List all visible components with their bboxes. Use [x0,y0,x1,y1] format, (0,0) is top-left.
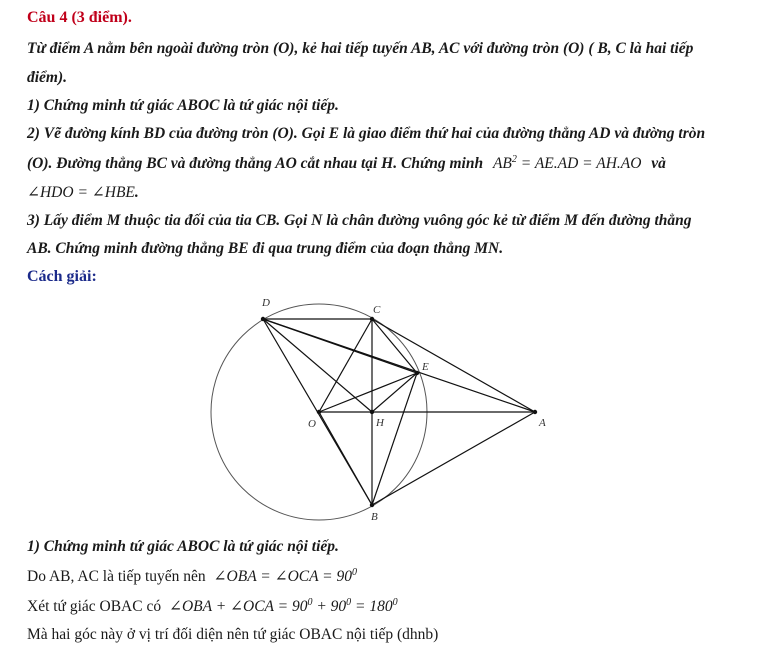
problem-intro-line-1: Từ điểm A nằm bên ngoài đường tròn (O), kẻ hai tiếp tuyến AB, AC với đường tròn (O) ( B, C là hai tiếp [27,40,694,57]
angle-equality-formula: ∠HDO = ∠HBE [27,184,135,201]
label-a: A [539,417,546,429]
problem-part-3-line-1: 3) Lấy điểm M thuộc tia đối của tia CB. Gọi N là chân đường vuông góc kẻ từ điểm M đến đường thẳng [27,212,692,229]
point-b [370,503,374,507]
problem-part-2-line-3: ∠HDO = ∠HBE. [27,184,139,201]
label-d: D [262,297,270,309]
problem-part-1: 1) Chứng minh tứ giác ABOC là tứ giác nội tiếp. [27,97,339,114]
solution-step-2: Xét tứ giác OBAC có ∠OBA + ∠OCA = $90^0 + 90^0 = 180^0$ [27,597,398,616]
point-h [370,410,374,414]
solution-part-1-title: 1) Chứng minh tứ giác ABOC là tứ giác nội tiếp. [27,538,339,555]
point-a [533,410,537,414]
label-e: E [422,361,429,373]
part-2-and: và [651,155,666,173]
solution-step-1: Do AB, AC là tiếp tuyến nên ∠OBA = ∠OCA = $90^0$ [27,567,358,586]
label-h: H [376,417,384,429]
problem-part-2-line-1: 2) Vẽ đường kính BD của đường tròn (O). Gọi E là giao điểm thứ hai của đường thẳng AD và đường tròn [27,125,706,142]
problem-intro-line-2: điểm). [27,69,68,86]
label-o: O [308,418,316,430]
question-heading: Câu 4 (3 điểm). [27,9,132,26]
segment-da [263,319,535,412]
part-2-text: (O). Đường thẳng BC và đường thẳng AO cắt nhau tại H. Chứng minh [27,155,484,173]
point-d [261,317,265,321]
label-b: B [371,511,378,523]
problem-part-3-line-2: AB. Chứng minh đường thẳng BE đi qua trung điểm của đoạn thẳng MN. [27,240,504,257]
segment-co [319,319,372,412]
point-c [370,317,374,321]
point-o [317,410,321,414]
solution-label: Cách giải: [27,268,97,285]
point-e [415,371,419,375]
solution-step-3: Mà hai góc này ở vị trí đối diện nên tứ giác OBAC nội tiếp (dhnb) [27,626,439,643]
label-c: C [373,304,381,316]
segment-ba [372,412,535,505]
segment-ob [319,412,372,505]
part-2-formula: $AB^2 = AE.AD = AH.AO$ [492,154,642,173]
